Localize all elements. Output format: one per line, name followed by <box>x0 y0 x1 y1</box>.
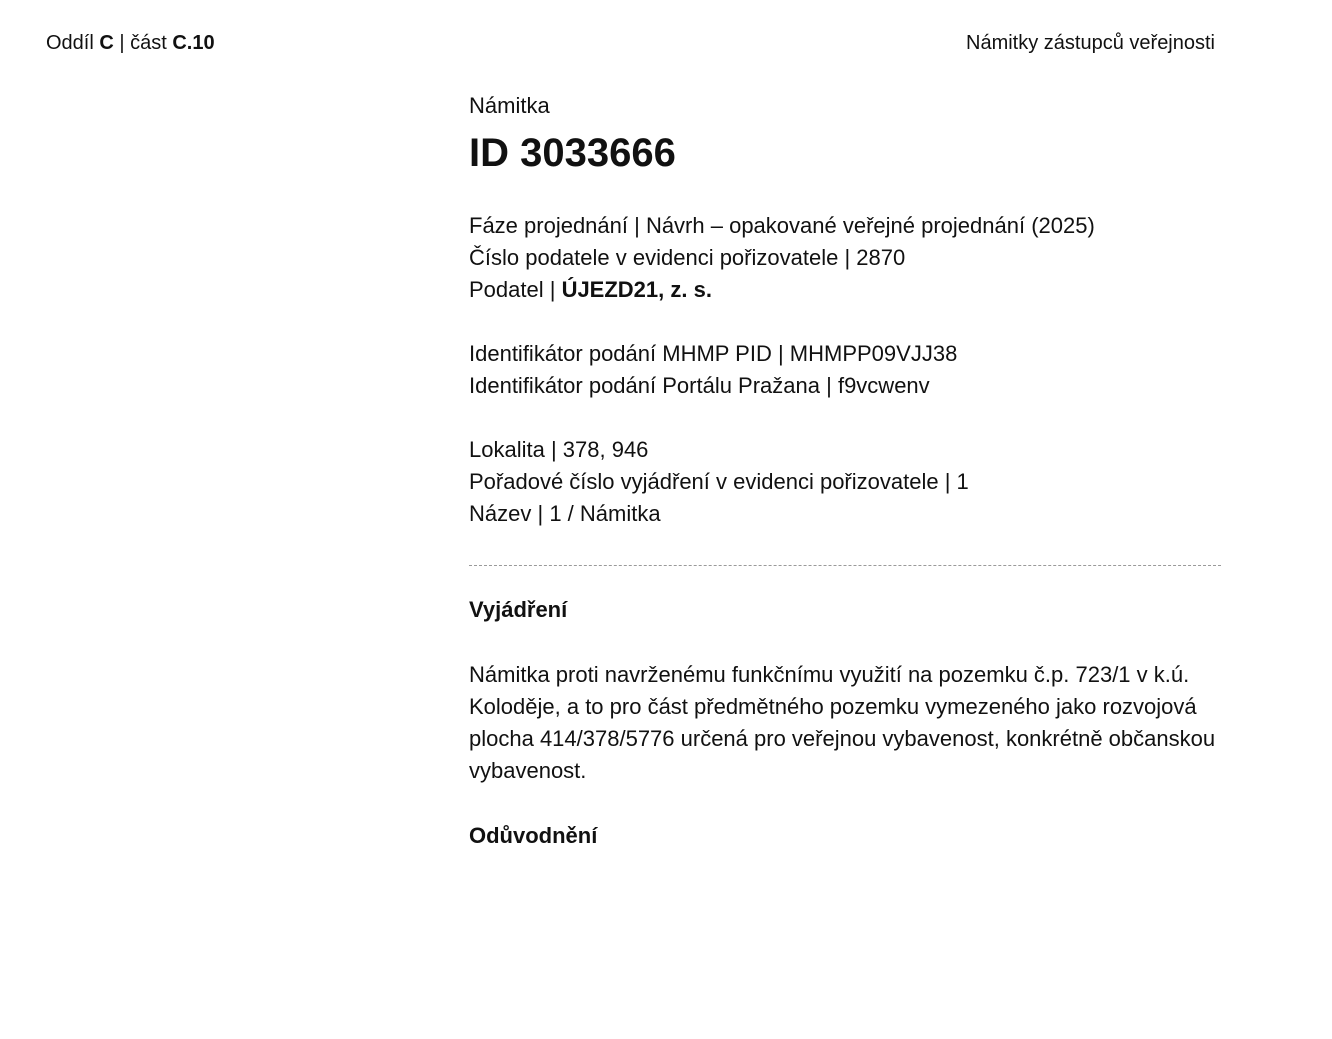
statement-text: Námitka proti navrženému funkčnímu využití na pozemku č.p. 723/1 v k.ú. Koloděje, a to pro část předmětného pozemku vymezeného jako rozvojová plocha 414/378/5776 určená pro veřejnou vybavenost, konkrétně občanskou vybavenost. <box>469 662 1216 783</box>
meta-submitter-label: Podatel | <box>469 277 562 302</box>
part-separator: | část <box>113 32 173 54</box>
meta-mhmp-id-label: Identifikátor podání MHMP PID | <box>469 341 790 366</box>
meta-submitter <box>469 274 1221 306</box>
section-value: C <box>99 32 114 54</box>
meta-name-label: Název | <box>469 501 550 526</box>
meta-locality-label: Lokalita | <box>469 437 563 462</box>
meta-mhmp-id <box>469 338 1221 370</box>
meta-phase-value: Návrh – opakované veřejné projednání (2025) <box>645 213 1095 238</box>
section-divider <box>469 565 1221 566</box>
meta-submitter-number <box>469 242 1221 274</box>
justification-heading: Odůvodnění <box>469 823 598 848</box>
statement-heading: Vyjádření <box>469 597 568 622</box>
meta-submitter-number-label: Číslo podatele v evidenci pořizovatele | <box>469 245 857 270</box>
meta-order <box>469 466 1221 498</box>
page-header-title: Námitky zástupců veřejnosti <box>966 32 1215 54</box>
meta-block-locality <box>469 434 1221 530</box>
meta-submitter-value: ÚJEZD21, z. s. <box>561 277 712 302</box>
part-value: C.10 <box>172 32 215 54</box>
meta-name <box>469 498 1221 530</box>
meta-order-label: Pořadové číslo vyjádření v evidenci pořizovatele | <box>469 469 957 494</box>
meta-portal-id <box>469 370 1221 402</box>
meta-phase <box>469 210 1221 242</box>
meta-phase-label: Fáze projednání | <box>469 213 646 238</box>
meta-locality <box>469 434 1221 466</box>
meta-submitter-number-value: 2870 <box>856 245 906 270</box>
meta-mhmp-id-value: MHMPP09VJJ38 <box>789 341 958 366</box>
meta-portal-id-label: Identifikátor podání Portálu Pražana | <box>469 373 838 398</box>
meta-name-value: 1 / Námitka <box>549 501 661 526</box>
meta-block-submission <box>469 210 1221 306</box>
meta-order-value: 1 <box>956 469 969 494</box>
meta-locality-value: 378, 946 <box>562 437 649 462</box>
page-header-section <box>46 31 215 55</box>
section-prefix: Oddíl <box>46 32 100 54</box>
meta-block-identifiers <box>469 338 1221 402</box>
meta-portal-id-value: f9vcwenv <box>837 373 930 398</box>
document-type: Námitka <box>469 93 550 118</box>
document-id: ID 3033666 <box>469 131 676 175</box>
document-body <box>469 92 1221 850</box>
